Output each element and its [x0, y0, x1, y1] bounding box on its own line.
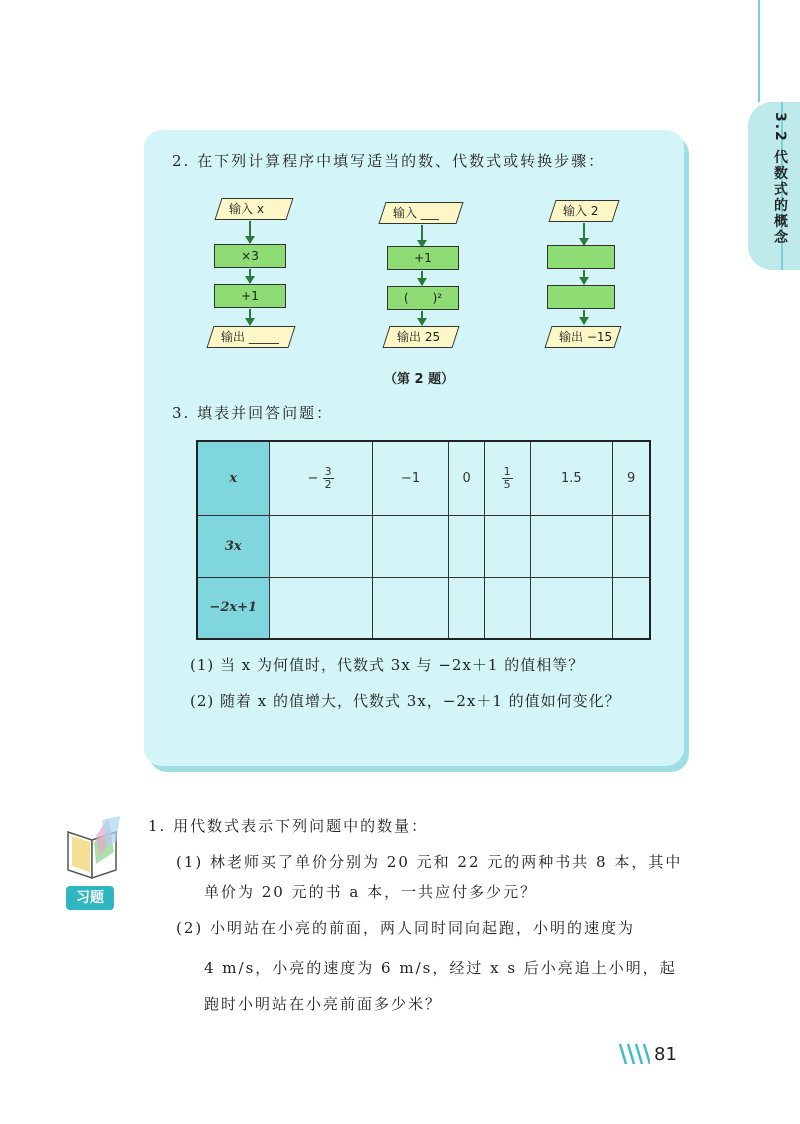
table-cell: 0: [449, 441, 484, 515]
table-cell[interactable]: [613, 515, 650, 577]
row-header-neg2x-plus-1: −2x+1: [197, 577, 269, 639]
table-cell[interactable]: [484, 577, 530, 639]
fraction-neg-three-halves: $\frac{3}{2}$: [324, 464, 332, 491]
flow1-arrow-1: [249, 221, 251, 243]
flow2-output: 输出 25: [382, 326, 459, 348]
page-stripes-icon: [618, 1042, 650, 1066]
figure-caption: （第 2 题）: [384, 372, 455, 387]
exercise-1b-line-1: (2) 小明站在小亮的前面，两人同时同向起跑，小明的速度为: [176, 919, 636, 937]
row-header-3x: 3x: [197, 515, 269, 577]
table-cell[interactable]: [484, 515, 530, 577]
flow3-input: 输入 2: [548, 200, 619, 222]
table-cell[interactable]: [269, 515, 372, 577]
table-cell: [484, 441, 530, 515]
table-cell: 1.5: [530, 441, 613, 515]
table-cell[interactable]: [530, 577, 613, 639]
flow1-step2: +1: [214, 284, 286, 308]
table-row: [197, 515, 650, 577]
flow2-step1: +1: [387, 246, 459, 270]
flow2-arrow-2: [421, 271, 423, 285]
book-icon: [62, 812, 122, 880]
flow3-arrow-2: [583, 270, 585, 284]
table-cell[interactable]: [372, 577, 449, 639]
table-cell[interactable]: [269, 577, 372, 639]
flow3-arrow-1: [583, 223, 585, 245]
flow1-arrow-3: [249, 309, 251, 325]
flow3-step2: [547, 285, 615, 309]
exercise-1b-line-2: 4 m/s，小亮的速度为 6 m/s，经过 x s 后小亮追上小明，起: [204, 959, 677, 977]
value-table: [196, 440, 651, 640]
flow3-output: 输出 −15: [544, 326, 621, 348]
section-label: 3.2 代数式的概念: [772, 112, 788, 246]
exercise-1a-line-2: 单价为 20 元的书 a 本，一共应付多少元？: [204, 883, 538, 901]
fraction-one-fifth: $\frac{1}{5}$: [503, 464, 511, 491]
flow2-arrow-3: [421, 311, 423, 325]
flow1-arrow-2: [249, 269, 251, 283]
flow2-input: 输入 ___: [378, 202, 463, 224]
top-rule: [758, 0, 760, 102]
flow1-output: 输出 _____: [206, 326, 295, 348]
flow2-step2: ( )²: [387, 286, 459, 310]
exercise-3-question-1: (1) 当 x 为何值时，代数式 3x 与 −2x＋1 的值相等？: [190, 656, 585, 674]
flow3-arrow-3: [583, 310, 585, 324]
exercise-3-question-2: (2) 随着 x 的值增大，代数式 3x，−2x＋1 的值如何变化？: [190, 692, 621, 710]
table-cell[interactable]: [530, 515, 613, 577]
table-cell: − $\frac{3}{2}$: [269, 441, 372, 515]
flow3-step1: [547, 245, 615, 269]
row-header-x: x: [197, 441, 269, 515]
flow1-step1: ×3: [214, 244, 286, 268]
exercises-badge: 习题: [66, 886, 114, 910]
table-cell: −1: [372, 441, 449, 515]
flow1-input: 输入 x: [214, 198, 293, 220]
exercise-1-prompt: 1. 用代数式表示下列问题中的数量：: [148, 817, 429, 835]
exercise-1a-line-1: (1) 林老师买了单价分别为 20 元和 22 元的两种书共 8 本，其中: [176, 853, 683, 871]
table-cell[interactable]: [449, 577, 484, 639]
exercise-3-prompt: 3. 填表并回答问题：: [172, 404, 334, 422]
table-row: [197, 577, 650, 639]
exercise-2-prompt: 2. 在下列计算程序中填写适当的数、代数式或转换步骤：: [172, 152, 606, 170]
page-number: 81: [654, 1044, 677, 1065]
exercise-1b-line-3: 跑时小明站在小亮前面多少米？: [204, 995, 443, 1013]
table-cell[interactable]: [372, 515, 449, 577]
flow2-arrow-1: [421, 225, 423, 247]
table-cell[interactable]: [613, 577, 650, 639]
table-cell[interactable]: [449, 515, 484, 577]
table-row: [197, 441, 650, 515]
table-cell: 9: [613, 441, 650, 515]
